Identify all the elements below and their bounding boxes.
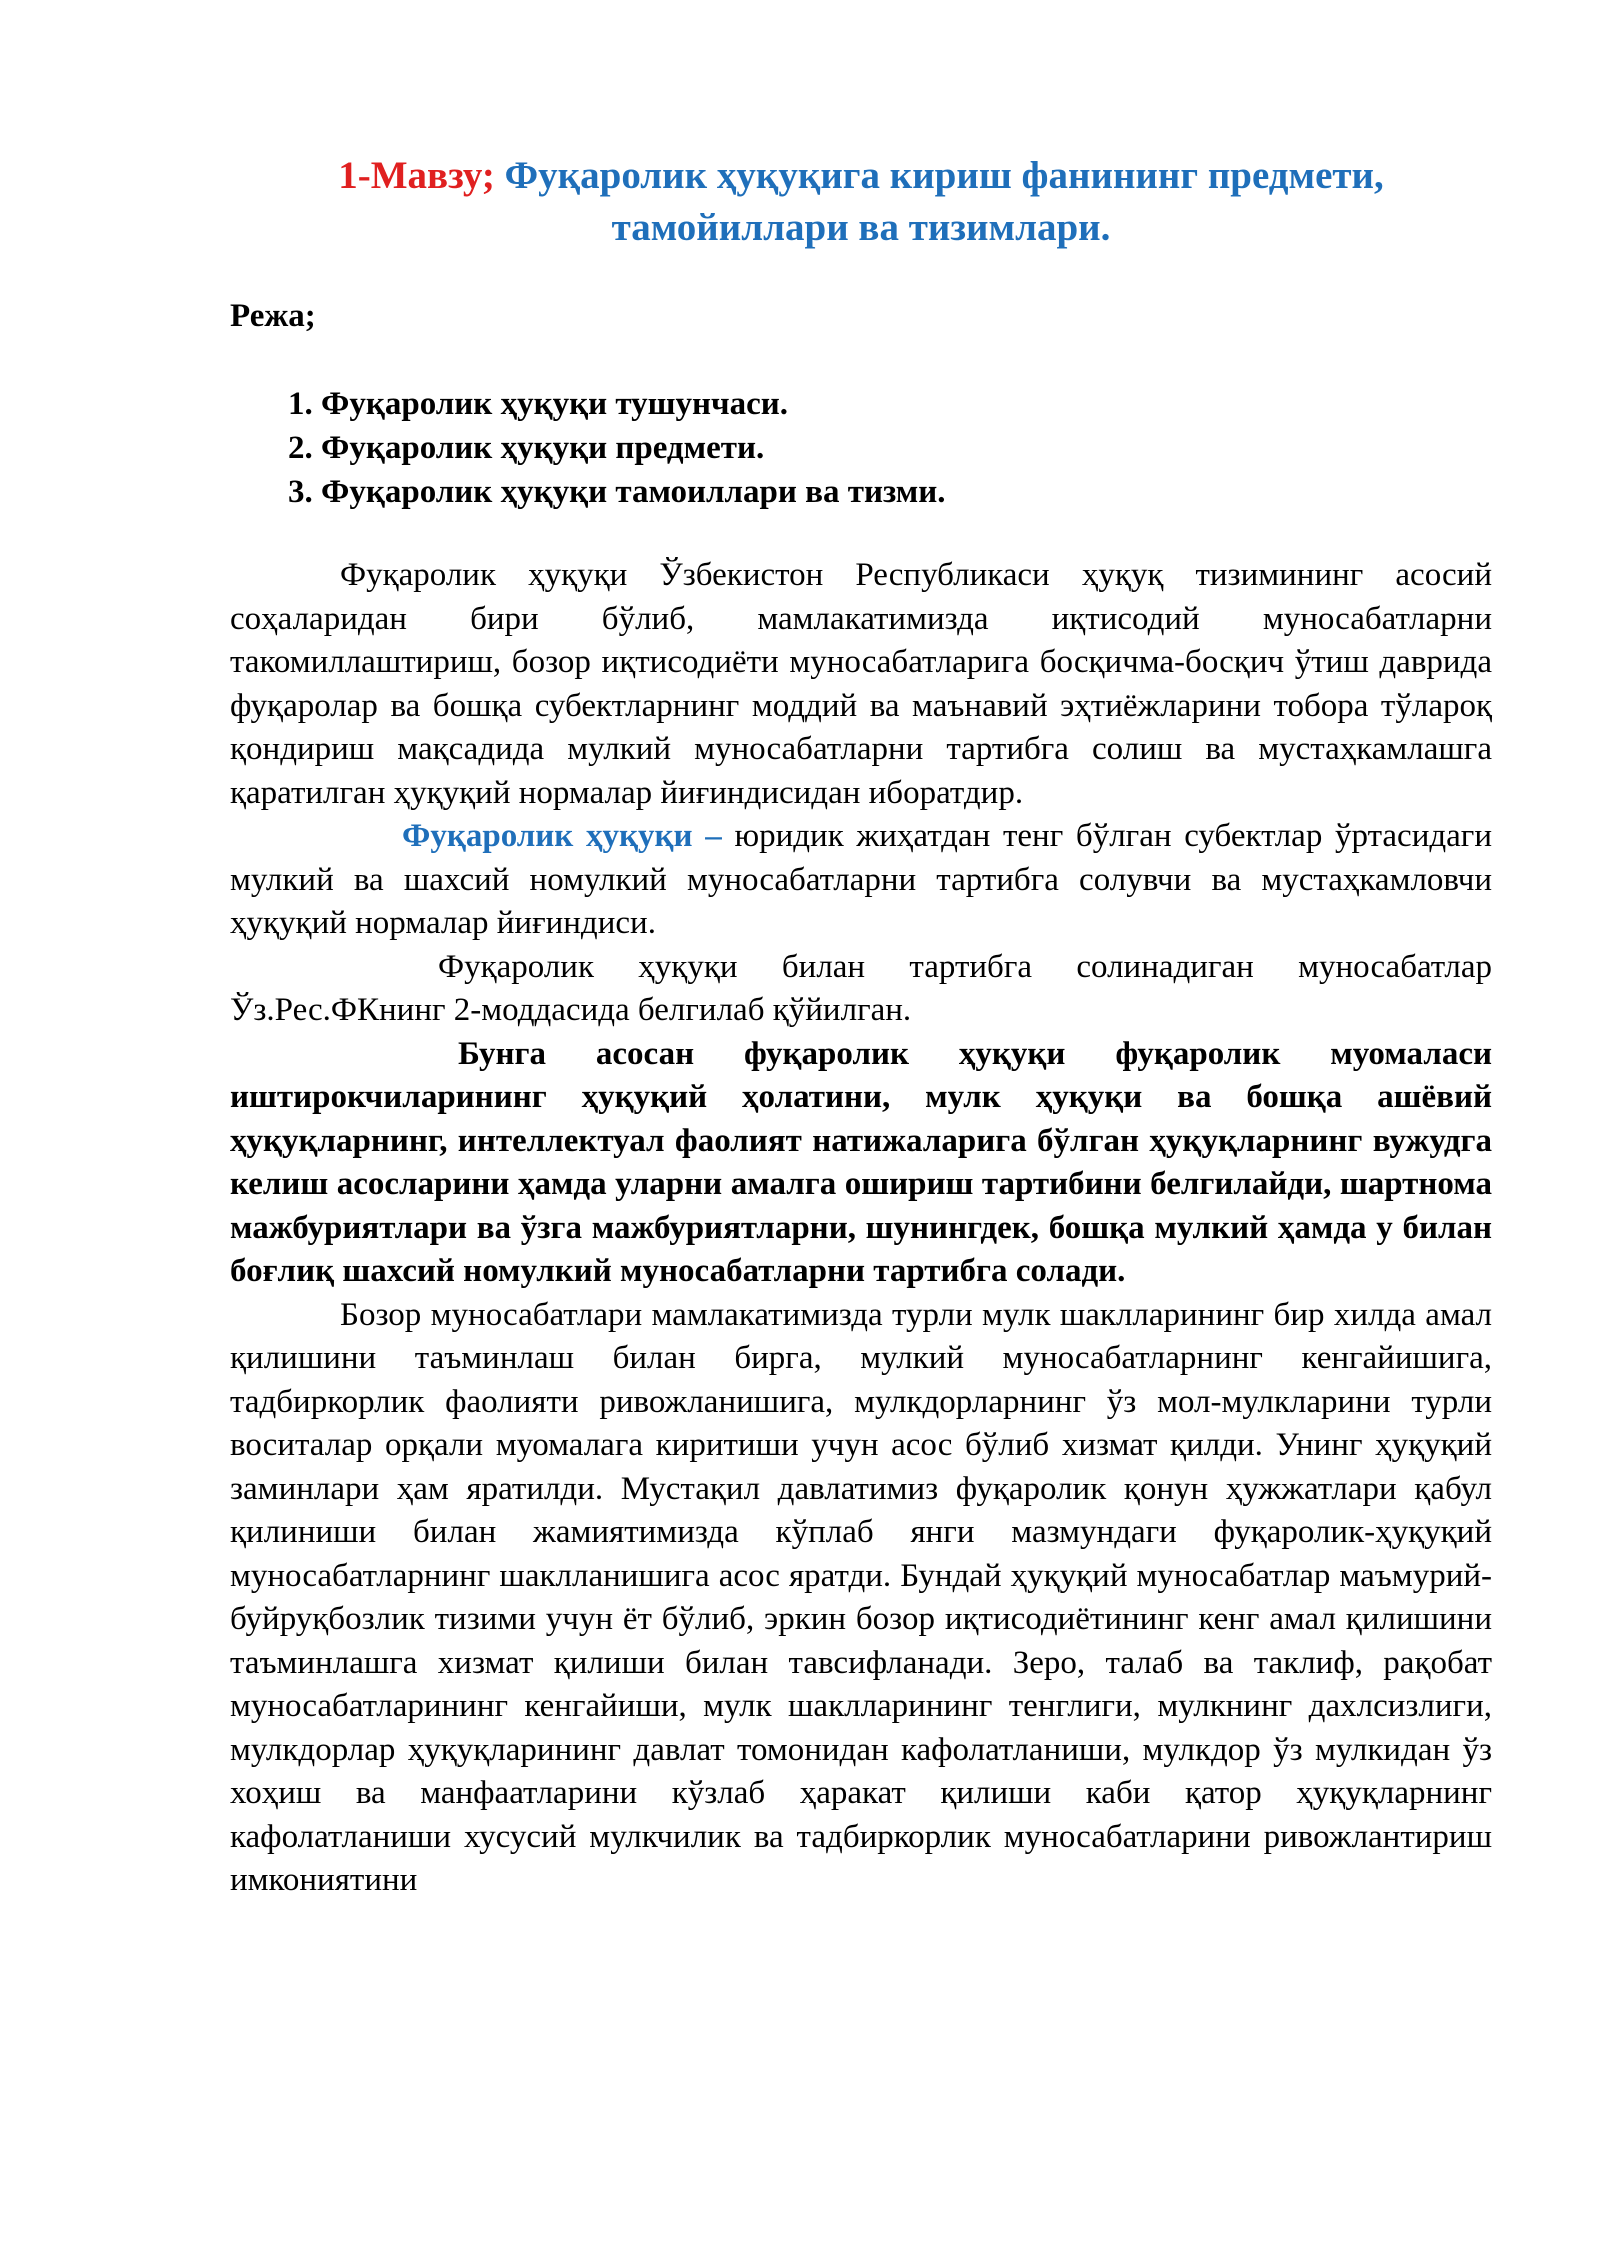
topic-subject-line1: Фуқаролик ҳуқуқига кириш фанининг предмети, [504,154,1384,197]
plan-label: Режа; [230,298,316,334]
paragraph-definition [230,815,1492,946]
paragraph-market: Бозор муносабатлари мамлакатимизда турли мулк шаклларининг бир хилда амал қилишини таъминлаш билан бирга, мулкий муносабатларнинг кенгайишига, тадбиркорлик фаолияти ривожланишига, мулкдорларнинг ўз мол-мулкларини турли воситалар орқали муомалага киритиши учун асос бўлиб хизмат қилди. Унинг ҳуқуқий заминлари ҳам яратилди. Мустақил давлатимиз фуқаролик қонун ҳужжатлари қабул қилиниши билан жамиятимизда кўплаб янги мазмундаги фуқаролик-ҳуқуқий муносабатларнинг шаклланишига асос яратди. Бундай ҳуқуқий муносабатлар маъмурий- буйруқбозлик тизими учун ёт бўлиб, эркин бозор иқтисодиётининг кенг амал қилишини таъминлашга хизмат қилиши билан тавсифланади. Зеро, талаб ва таклиф, рақобат муносабатларининг кенгайиши, мулк шаклларининг тенглиги, мулкнинг дахлсизлиги, мулкдорлар ҳуқуқларининг давлат томонидан кафолатланиши, мулкдор ўз мулкидан ўз хоҳиш ва манфаатларини кўзлаб ҳаракат қилиши каби қатор ҳуқуқларнинг кафолатланиши хусусий мулкчилик ва тадбиркорлик муносабатларини ривожлантириш имкониятини [230,1296,1492,1898]
topic-label: 1-Мавзу; [338,154,495,197]
plan-item: 2. Фуқаролик ҳуқуқи предмети. [288,430,765,466]
paragraph-scope: Бунга асосан фуқаролик ҳуқуқи фуқаролик муомаласи иштирокчиларининг ҳуқуқий ҳолатини, мулк ҳуқуқи ва бошқа ашёвий ҳуқуқларнинг, интеллектуал фаолият натижаларига бўлган ҳуқуқларнинг вужудга келиш асосларини ҳамда уларни амалга ошириш тартибини белгилайди, шартнома мажбуриятлари ва ўзга мажбуриятларни, шунингдек, бошқа мулкий ҳамда у билан боғлиқ шахсий номулкий муносабатларни тартибга солади. [230,1035,1492,1289]
paragraph-intro: Фуқаролик ҳуқуқи Ўзбекистон Республикаси ҳуқуқ тизимининг асосий соҳаларидан бири бўлиб, мамлакатимизда иқтисодий муносабатларни такомиллаштириш, бозор иқтисодиёти муносабатларига босқичма-босқич ўтиш даврида фуқаролар ва бошқа субектларнинг моддий ва маънавий эҳтиёжларини тобора тўлароқ қондириш мақсадида мулкий муносабатларни тартибга солиш ва мустаҳкамлашга қаратилган ҳуқуқий нормалар йиғиндисидан иборатдир. [230,557,1492,811]
topic-subject-line2: тамойиллари ва тизимлари. [611,206,1111,249]
plan-list [230,382,1492,514]
plan-item: 1. Фуқаролик ҳуқуқи тушунчаси. [288,386,789,422]
definition-term: Фуқаролик ҳуқуқи – [402,818,722,854]
plan-item: 3. Фуқаролик ҳуқуқи тамоиллари ва тизми. [288,474,946,510]
topic-title [230,150,1492,254]
paragraph-regulation: Фуқаролик ҳуқуқи билан тартибга солинадиган муносабатлар Ўз.Рес.ФКнинг 2-моддасида белгилаб қўйилган. [230,948,1492,1028]
document-content [230,150,1492,1903]
definition-text: юридик жиҳатдан тенг бўлган субектлар ўртасидаги мулкий ва шахсий номулкий муносабатларни тартибга солувчи ва мустаҳкамловчи ҳуқуқий нормалар йиғиндиси. [230,818,1492,941]
